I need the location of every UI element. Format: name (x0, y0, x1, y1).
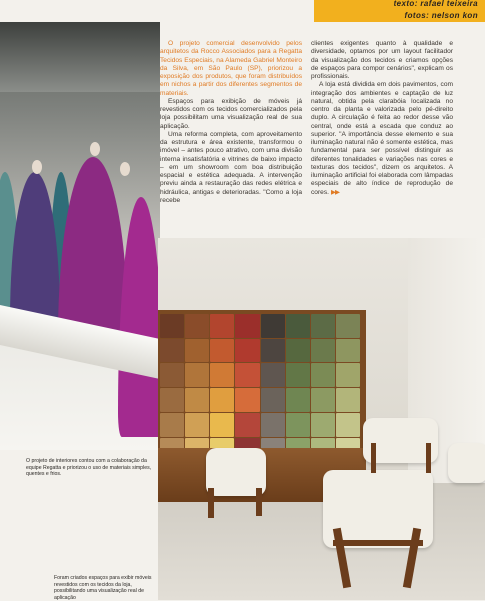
fabric-swatch (286, 363, 310, 387)
intro-paragraph: O projeto comercial desenvolvido pelos arquitetos da Rocco Associados para a Regatta Tecidos Especiais, na Alameda Gabriel Monteiro da Silva, em São Paulo (SP), priorizou a exposição dos produtos, que foram distribuídos em nichos a partir dos diferentes segmentos de materiais. (160, 40, 302, 97)
body-paragraph: Espaços para exibição de móveis já revestidos com os tecidos comercializados pela loja possibilitam uma visualização real de sua aplicação. (160, 97, 302, 130)
photo-ceiling (0, 22, 160, 92)
mannequin-head (90, 142, 100, 156)
armchair (448, 443, 485, 483)
article-column-2 (311, 40, 453, 197)
fabric-swatch (261, 339, 285, 363)
fabric-swatch (235, 413, 259, 437)
photo-credit: fotos: nelson kon (404, 11, 478, 20)
fabric-swatch (185, 413, 209, 437)
fabric-swatch (160, 363, 184, 387)
fabric-swatch (336, 339, 360, 363)
chair-frame (208, 488, 214, 518)
fabric-swatch (261, 388, 285, 412)
article-column-1 (160, 40, 302, 205)
fabric-swatch (311, 388, 335, 412)
dresses-photo (0, 22, 160, 450)
fabric-swatch (210, 388, 234, 412)
body-paragraph: clientes exigentes quanto à qualidade e diversidade, optamos por um layout facilitador da visualização dos tecidos e criamos opções de espaços para compor cenários", explicam os profissionais. (311, 40, 453, 80)
fabric-swatch (311, 339, 335, 363)
fabric-swatch (286, 413, 310, 437)
fabric-swatch (185, 314, 209, 338)
fabric-swatch (160, 314, 184, 338)
body-text: A loja está dividida em dois pavimentos, com integração dos ambientes e captação de luz natural, obtida pela clarabóia localizada no centro da planta e valorizada pelo pé-direito duplo. A circulação é feita ao redor desse vão central, onde está a escada que conduz ao superior. "A importância desse elemento e sua iluminação natural não é somente estética, mas fundamental para ser possível distinguir as diferentes tonalidades e variações nas cores e texturas dos tecidos", dizem os arquitetos. A iluminação artificial foi elaborada com lâmpadas especiais de alto índice de reprodução de cores. (311, 81, 453, 196)
fabric-swatch (160, 339, 184, 363)
fabric-swatch (185, 363, 209, 387)
caption-furniture: Foram criados espaços para exibir móveis revestidos com os tecidos da loja, possibilitando uma visualização real de aplicação (54, 575, 152, 601)
fabric-swatch (210, 413, 234, 437)
fabric-swatch (235, 363, 259, 387)
chair-frame (256, 488, 262, 516)
fabric-swatch (235, 388, 259, 412)
credits-banner (314, 0, 485, 22)
fabric-swatch (261, 413, 285, 437)
chair-frame (426, 443, 431, 473)
fabric-swatch (336, 388, 360, 412)
chair-frame (333, 540, 423, 546)
fabric-swatch (235, 339, 259, 363)
fabric-swatch (286, 388, 310, 412)
fabric-swatch (261, 363, 285, 387)
fabric-swatch (286, 339, 310, 363)
fabric-swatch (336, 314, 360, 338)
fabric-swatch (336, 413, 360, 437)
body-paragraph: Uma reforma completa, com aproveitamento da estrutura e área existente, transformou o imóvel – antes pouco atrativo, com uma divisão interna insatisfatória e vitrines de baixo impacto – em um showroom com boa distribuição espacial e estética adequada. A intervenção previu ainda a restauração das redes elétrica e hidráulica, antigas e deterioradas. "Como a loja recebe (160, 130, 302, 204)
continue-arrow-icon: ▶▶ (330, 188, 340, 196)
fabric-swatch (210, 363, 234, 387)
fabric-swatch (185, 388, 209, 412)
fabric-swatch (336, 363, 360, 387)
showroom-photo (158, 238, 485, 600)
fabric-swatch (210, 339, 234, 363)
mannequin-head (32, 160, 42, 174)
chair-frame (371, 443, 376, 473)
fabric-swatch (160, 413, 184, 437)
fabric-swatch (311, 314, 335, 338)
caption-interiors: O projeto de interiores contou com a colaboração da equipe Regatta e priorizou o uso de materiais simples, quentes e frios. (26, 458, 152, 478)
text-credit: texto: rafael teixeira (393, 0, 478, 8)
dress-figure (118, 197, 160, 437)
fabric-swatch (210, 314, 234, 338)
fabric-swatch (235, 314, 259, 338)
fabric-swatch (311, 363, 335, 387)
fabric-swatch (160, 388, 184, 412)
fabric-swatch (286, 314, 310, 338)
fabric-swatch (185, 339, 209, 363)
mannequin-head (120, 162, 130, 176)
body-paragraph (311, 81, 453, 197)
fabric-swatch (311, 413, 335, 437)
fabric-swatch (261, 314, 285, 338)
